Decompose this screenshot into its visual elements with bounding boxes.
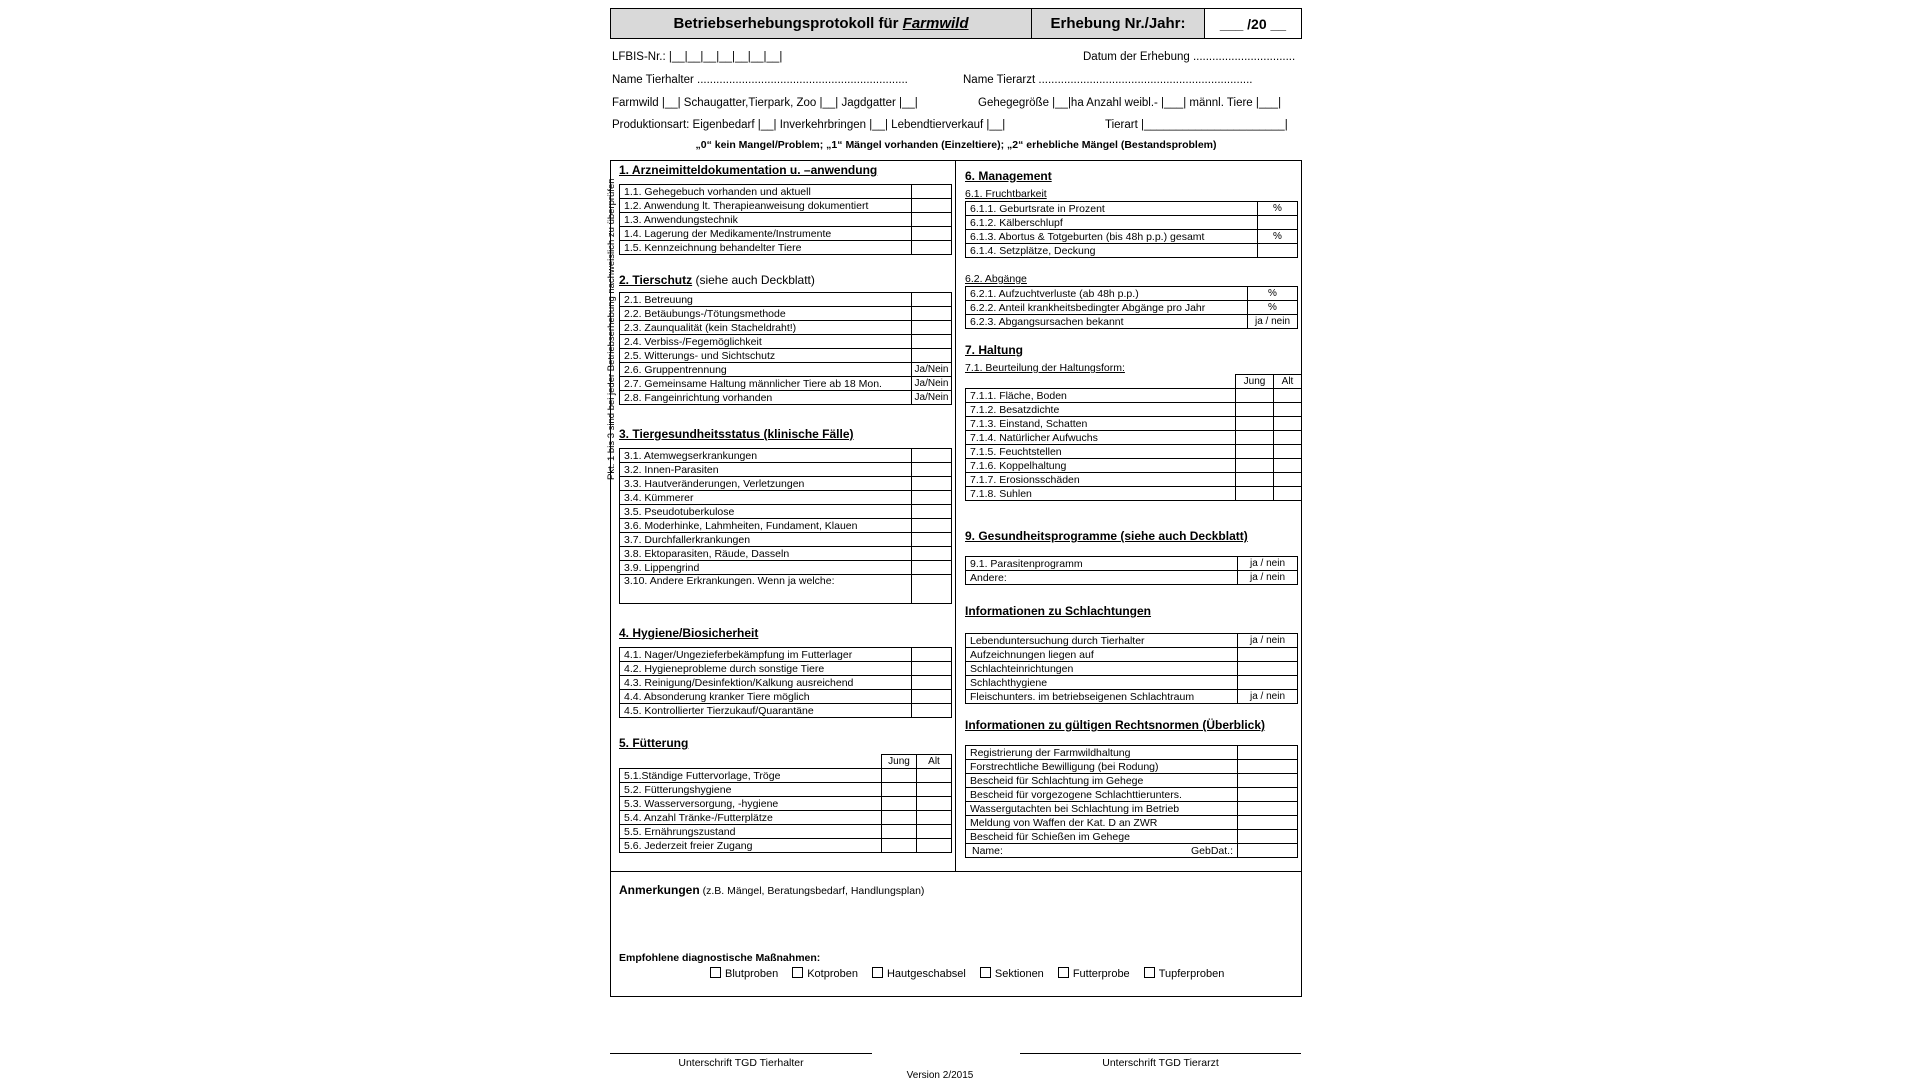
s4-table [619, 647, 952, 718]
diag-option-label: Blutproben [725, 968, 779, 980]
s6-title: 6. Management [965, 169, 1052, 183]
name-gebdat-row [966, 844, 1298, 858]
row-label: 2.3. Zaunqualität (kein Stacheldraht!) [620, 321, 912, 335]
table-row [620, 199, 952, 213]
table-row [620, 185, 952, 199]
s9-title: 9. Gesundheitsprogramme (siehe auch Deckblatt) [965, 529, 1248, 543]
rating-legend: „0“ kein Mangel/Problem; „1“ Mängel vorhanden (Einzeltiere); „2“ erhebliche Mängel (Bestandsproblem) [695, 139, 1217, 151]
diag-option[interactable] [1144, 968, 1225, 980]
table-row [620, 391, 952, 405]
table-row [620, 213, 952, 227]
table-row [966, 760, 1298, 774]
signature-line-right [1020, 1053, 1301, 1054]
gehege-row[interactable]: Gehegegröße |__|ha Anzahl weibl.- |___| männl. Tiere |___| [978, 97, 1282, 109]
row-label: 1.2. Anwendung lt. Therapieanweisung dokumentiert [620, 199, 912, 213]
table-row [966, 445, 1302, 459]
erhebung-value-field[interactable]: ___ /20 __ [1219, 15, 1287, 32]
remarks-divider [610, 871, 1301, 872]
rating-cell[interactable] [1238, 746, 1298, 760]
s7-header-row [966, 375, 1302, 389]
rating-cell-alt[interactable] [1274, 473, 1302, 487]
s9-table [965, 556, 1298, 585]
rating-cell-jung[interactable] [882, 797, 917, 811]
rating-cell-alt[interactable] [1274, 403, 1302, 417]
rating-cell-alt[interactable] [917, 783, 952, 797]
rating-cell[interactable]: ja / nein [1238, 690, 1298, 704]
s4-title: 4. Hygiene/Biosicherheit [619, 626, 759, 640]
row-label: 3.2. Innen-Parasiten [620, 463, 912, 477]
row-label: 7.1.2. Besatzdichte [966, 403, 1236, 417]
diag-option-label: Tupferproben [1158, 968, 1225, 980]
row-label: 4.4. Absonderung kranker Tiere möglich [620, 690, 912, 704]
rating-cell[interactable] [912, 505, 952, 519]
form-header [610, 8, 1302, 39]
table-row [620, 561, 952, 575]
table-row [620, 676, 952, 690]
row-label: 3.4. Kümmerer [620, 491, 912, 505]
table-row [620, 648, 952, 662]
diag-option[interactable] [980, 968, 1044, 980]
rating-cell[interactable]: ja / nein [1248, 315, 1298, 329]
table-row [620, 662, 952, 676]
table-row [620, 769, 952, 783]
table-row [966, 816, 1298, 830]
diag-options [710, 967, 1238, 980]
table-row [966, 389, 1302, 403]
rating-cell-jung[interactable] [1236, 403, 1274, 417]
table-row [966, 557, 1298, 571]
row-label: Schlachteinrichtungen [966, 662, 1238, 676]
table-row [620, 307, 952, 321]
row-label: 7.1.6. Koppelhaltung [966, 459, 1236, 473]
rating-cell[interactable] [912, 547, 952, 561]
row-label: 6.2.2. Anteil krankheitsbedingter Abgänge pro Jahr [966, 301, 1248, 315]
table-row [966, 473, 1302, 487]
checkbox-icon[interactable] [872, 967, 883, 978]
rating-cell[interactable] [912, 575, 952, 604]
rating-cell[interactable] [912, 519, 952, 533]
row-label: 5.1.Ständige Futtervorlage, Tröge [620, 769, 882, 783]
table-row [966, 690, 1298, 704]
table-row [966, 788, 1298, 802]
rating-cell-alt[interactable] [917, 825, 952, 839]
table-row [620, 477, 952, 491]
table-row [966, 830, 1298, 844]
row-label: Forstrechtliche Bewilligung (bei Rodung) [966, 760, 1238, 774]
diag-option-label: Hautgeschabsel [886, 968, 966, 980]
s2-title: 2. Tierschutz (siehe auch Deckblatt) [619, 273, 815, 287]
rating-cell[interactable] [912, 463, 952, 477]
table-row [966, 287, 1298, 301]
row-label: 6.2.3. Abgangsursachen bekannt [966, 315, 1248, 329]
rating-cell[interactable]: ja / nein [1238, 634, 1298, 648]
anmerkungen-title: Anmerkungen (z.B. Mängel, Beratungsbedarf, Handlungsplan) [619, 883, 925, 897]
row-label: 6.1.1. Geburtsrate in Prozent [966, 202, 1258, 216]
table-row [620, 335, 952, 349]
table-row [966, 417, 1302, 431]
table-row [966, 487, 1302, 501]
row-label: 4.2. Hygieneprobleme durch sonstige Tiere [620, 662, 912, 676]
rating-cell[interactable] [912, 561, 952, 575]
rating-cell[interactable] [1238, 648, 1298, 662]
tierart-row[interactable]: Tierart |______________________| [1105, 119, 1288, 131]
row-label: 2.1. Betreuung [620, 293, 912, 307]
diag-title: Empfohlene diagnostische Maßnahmen: [619, 952, 821, 964]
rating-cell[interactable] [1238, 788, 1298, 802]
s1-title: 1. Arzneimitteldokumentation u. –anwendung [619, 163, 878, 177]
diag-option-label: Sektionen [994, 968, 1044, 980]
farmwild-row[interactable]: Farmwild |__| Schaugatter,Tierpark, Zoo |__| Jagdgatter |__| [612, 97, 918, 109]
s3-table [619, 448, 952, 604]
row-label: 3.5. Pseudotuberkulose [620, 505, 912, 519]
rating-cell[interactable] [912, 477, 952, 491]
row-label: 2.4. Verbiss-/Fegemöglichkeit [620, 335, 912, 349]
table-row [966, 459, 1302, 473]
schlacht-title: Informationen zu Schlachtungen [965, 604, 1152, 618]
row-label: 3.3. Hautveränderungen, Verletzungen [620, 477, 912, 491]
table-row [966, 676, 1298, 690]
row-label: Fleischunters. im betriebseigenen Schlachtraum [966, 690, 1238, 704]
s3-title: 3. Tiergesundheitsstatus (klinische Fälle) [619, 427, 854, 441]
rating-cell[interactable] [1238, 662, 1298, 676]
rating-cell-alt[interactable] [1274, 445, 1302, 459]
table-row [966, 774, 1298, 788]
s7-sub: 7.1. Beurteilung der Haltungsform: [965, 362, 1125, 374]
row-label: 7.1.3. Einstand, Schatten [966, 417, 1236, 431]
rating-cell-alt[interactable] [1274, 389, 1302, 403]
rating-cell[interactable] [912, 690, 952, 704]
table-row [966, 403, 1302, 417]
row-label: 2.6. Gruppentrennung [620, 363, 912, 377]
table-row [620, 363, 952, 377]
erhebung-label: Erhebung Nr./Jahr: [1032, 9, 1205, 38]
row-label: 5.3. Wasserversorgung, -hygiene [620, 797, 882, 811]
table-row [620, 519, 952, 533]
table-row [966, 202, 1298, 216]
diag-option[interactable] [792, 968, 858, 980]
rating-cell[interactable] [912, 199, 952, 213]
row-label: 3.1. Atemwegserkrankungen [620, 449, 912, 463]
table-row [620, 449, 952, 463]
schlacht-table [965, 633, 1298, 704]
rating-cell-alt[interactable] [917, 839, 952, 853]
s7-table [965, 374, 1302, 501]
row-label: 7.1.7. Erosionsschäden [966, 473, 1236, 487]
row-label: 4.3. Reinigung/Desinfektion/Kalkung ausreichend [620, 676, 912, 690]
rating-cell[interactable] [912, 533, 952, 547]
signature-line-left [610, 1053, 872, 1054]
rating-cell[interactable] [912, 321, 952, 335]
diag-option[interactable] [710, 968, 778, 980]
table-row [620, 825, 952, 839]
rating-cell[interactable]: Ja/Nein [912, 391, 952, 405]
rating-cell[interactable] [912, 335, 952, 349]
gebdat-value-cell[interactable] [1238, 844, 1298, 858]
row-label: Andere: [966, 571, 1238, 585]
row-label: 2.5. Witterungs- und Sichtschutz [620, 349, 912, 363]
col-jung: Jung [1236, 375, 1274, 389]
row-label: 1.1. Gehegebuch vorhanden und aktuell [620, 185, 912, 199]
rating-cell[interactable] [912, 213, 952, 227]
s6-table-1 [965, 201, 1298, 258]
table-row [620, 321, 952, 335]
tierarzt-field[interactable]: Name Tierarzt ................................................................... [963, 74, 1253, 86]
row-label: 7.1.5. Feuchtstellen [966, 445, 1236, 459]
lfbis-field[interactable]: LFBIS-Nr.: |__|__|__|__|__|__|__| [612, 51, 783, 63]
row-label: Lebenduntersuchung durch Tierhalter [966, 634, 1238, 648]
s1-table [619, 184, 952, 255]
rating-cell[interactable] [1258, 216, 1298, 230]
table-row [966, 301, 1298, 315]
signature-caption-right: Unterschrift TGD Tierarzt [1102, 1057, 1219, 1069]
table-row [620, 377, 952, 391]
rating-cell-jung[interactable] [1236, 445, 1274, 459]
rating-cell-jung[interactable] [1236, 459, 1274, 473]
signature-caption-left: Unterschrift TGD Tierhalter [678, 1057, 804, 1069]
rating-cell-alt[interactable] [917, 797, 952, 811]
rating-cell[interactable] [912, 227, 952, 241]
row-label: 2.7. Gemeinsame Haltung männlicher Tiere ab 18 Mon. [620, 377, 912, 391]
table-row [966, 746, 1298, 760]
row-label: 7.1.8. Suhlen [966, 487, 1236, 501]
rating-cell[interactable] [912, 349, 952, 363]
produktion-row[interactable]: Produktionsart: Eigenbedarf |__| Inverkehrbringen |__| Lebendtierverkauf |__| [612, 119, 1006, 131]
s6-sub2: 6.2. Abgänge [965, 273, 1027, 285]
table-row [620, 811, 952, 825]
table-row [620, 575, 952, 604]
table-row [620, 690, 952, 704]
rating-cell[interactable]: Ja/Nein [912, 377, 952, 391]
checkbox-icon[interactable] [1058, 967, 1069, 978]
s5-header-row [620, 755, 952, 769]
rating-cell-jung[interactable] [882, 825, 917, 839]
row-label: Schlachthygiene [966, 676, 1238, 690]
rating-cell[interactable]: Ja/Nein [912, 363, 952, 377]
table-row [966, 230, 1298, 244]
row-label: 5.6. Jederzeit freier Zugang [620, 839, 882, 853]
table-row [620, 227, 952, 241]
rating-cell-jung[interactable] [1236, 389, 1274, 403]
checkbox-icon[interactable] [1144, 967, 1155, 978]
col-alt: Alt [917, 755, 952, 769]
rating-cell-alt[interactable] [1274, 431, 1302, 445]
rating-cell[interactable]: % [1258, 230, 1298, 244]
rating-cell[interactable] [912, 241, 952, 255]
s7-title: 7. Haltung [965, 343, 1024, 357]
tierhalter-field[interactable]: Name Tierhalter .................................................................. [612, 74, 908, 86]
table-row [620, 797, 952, 811]
rating-cell-jung[interactable] [882, 839, 917, 853]
rating-cell-jung[interactable] [882, 783, 917, 797]
version-label: Version 2/2015 [906, 1070, 974, 1081]
name-gebdat-cell[interactable] [966, 844, 1238, 858]
rating-cell[interactable]: % [1248, 301, 1298, 315]
rating-cell[interactable]: ja / nein [1238, 571, 1298, 585]
rating-cell[interactable]: % [1248, 287, 1298, 301]
table-row [620, 293, 952, 307]
row-label: 5.2. Fütterungshygiene [620, 783, 882, 797]
rating-cell[interactable] [1258, 244, 1298, 258]
table-row [620, 505, 952, 519]
s2-table [619, 292, 952, 405]
s6-sub1: 6.1. Fruchtbarkeit [965, 188, 1047, 200]
rating-cell[interactable] [912, 293, 952, 307]
row-label: 3.8. Ektoparasiten, Räude, Dasseln [620, 547, 912, 561]
table-row [966, 802, 1298, 816]
diag-option-label: Kotproben [807, 968, 858, 980]
rating-cell[interactable] [912, 676, 952, 690]
row-label: Bescheid für Schlachtung im Gehege [966, 774, 1238, 788]
form-title: Betriebserhebungsprotokoll für Farmwild [611, 9, 1032, 38]
row-label: 1.3. Anwendungstechnik [620, 213, 912, 227]
table-row [620, 533, 952, 547]
table-row [620, 241, 952, 255]
rating-cell[interactable] [912, 662, 952, 676]
row-label: Registrierung der Farmwildhaltung [966, 746, 1238, 760]
rating-cell[interactable] [1238, 676, 1298, 690]
table-row [966, 662, 1298, 676]
s5-title: 5. Fütterung [619, 736, 689, 750]
table-row [966, 216, 1298, 230]
s6-table-2 [965, 286, 1298, 329]
row-label: 3.7. Durchfallerkrankungen [620, 533, 912, 547]
row-label: 3.10. Andere Erkrankungen. Wenn ja welche: [620, 575, 912, 604]
rating-cell[interactable] [912, 648, 952, 662]
rating-cell-alt[interactable] [917, 769, 952, 783]
row-label: 4.5. Kontrollierter Tierzukauf/Quarantäne [620, 704, 912, 718]
diag-option[interactable] [1058, 968, 1130, 980]
rating-cell[interactable] [912, 449, 952, 463]
rating-cell-jung[interactable] [882, 769, 917, 783]
table-row [966, 571, 1298, 585]
rating-cell[interactable] [912, 307, 952, 321]
rating-cell-jung[interactable] [1236, 431, 1274, 445]
table-row [966, 634, 1298, 648]
row-label: 4.1. Nager/Ungezieferbekämpfung im Futterlager [620, 648, 912, 662]
col-alt: Alt [1274, 375, 1302, 389]
rating-cell[interactable] [1238, 830, 1298, 844]
recht-title: Informationen zu gültigen Rechtsnormen (Überblick) [965, 718, 1266, 732]
rating-cell[interactable]: % [1258, 202, 1298, 216]
table-row [620, 839, 952, 853]
row-label: 6.1.2. Kälberschlupf [966, 216, 1258, 230]
gebdat-label: GebDat.: [1190, 844, 1233, 857]
row-label: 2.8. Fangeinrichtung vorhanden [620, 391, 912, 405]
rating-cell[interactable] [1238, 760, 1298, 774]
row-label: Meldung von Waffen der Kat. D an ZWR [966, 816, 1238, 830]
row-label: 7.1.1. Fläche, Boden [966, 389, 1236, 403]
rating-cell-jung[interactable] [1236, 417, 1274, 431]
rating-cell[interactable] [1238, 816, 1298, 830]
row-label: 6.2.1. Aufzuchtverluste (ab 48h p.p.) [966, 287, 1248, 301]
datum-field[interactable]: Datum der Erhebung ................................ [1083, 51, 1296, 63]
table-row [620, 349, 952, 363]
recht-table [965, 745, 1298, 858]
row-label: Aufzeichnungen liegen auf [966, 648, 1238, 662]
table-row [620, 463, 952, 477]
table-row [620, 491, 952, 505]
rating-cell[interactable] [912, 491, 952, 505]
table-row [966, 648, 1298, 662]
row-label: 6.1.4. Setzplätze, Deckung [966, 244, 1258, 258]
row-label: 6.1.3. Abortus & Totgeburten (bis 48h p.p.) gesamt [966, 230, 1258, 244]
table-row [966, 315, 1298, 329]
checkbox-icon[interactable] [980, 967, 991, 978]
rating-cell[interactable] [1238, 774, 1298, 788]
table-row [966, 244, 1298, 258]
row-label: 5.5. Ernährungszustand [620, 825, 882, 839]
table-row [620, 783, 952, 797]
name-label: Name: [972, 844, 1003, 857]
rating-cell-jung[interactable] [1236, 473, 1274, 487]
rating-cell-alt[interactable] [1274, 459, 1302, 473]
row-label: 5.4. Anzahl Tränke-/Futterplätze [620, 811, 882, 825]
col-jung: Jung [882, 755, 917, 769]
checkbox-icon[interactable] [710, 967, 721, 978]
rating-cell-jung[interactable] [1236, 487, 1274, 501]
row-label: Bescheid für vorgezogene Schlachttierunters. [966, 788, 1238, 802]
table-row [620, 704, 952, 718]
rating-cell-alt[interactable] [1274, 487, 1302, 501]
column-divider [955, 160, 956, 871]
table-row [620, 547, 952, 561]
rating-cell[interactable] [912, 185, 952, 199]
row-label: 7.1.4. Natürlicher Aufwuchs [966, 431, 1236, 445]
rating-cell[interactable]: ja / nein [1238, 557, 1298, 571]
rating-cell[interactable] [1238, 802, 1298, 816]
row-label: Bescheid für Schießen im Gehege [966, 830, 1238, 844]
row-label: 3.6. Moderhinke, Lahmheiten, Fundament, Klauen [620, 519, 912, 533]
s5-table [619, 754, 952, 853]
rating-cell-alt[interactable] [1274, 417, 1302, 431]
table-row [966, 431, 1302, 445]
row-label: 3.9. Lippengrind [620, 561, 912, 575]
row-label: 1.5. Kennzeichnung behandelter Tiere [620, 241, 912, 255]
row-label: 1.4. Lagerung der Medikamente/Instrumente [620, 227, 912, 241]
rating-cell[interactable] [912, 704, 952, 718]
rating-cell-alt[interactable] [917, 811, 952, 825]
rating-cell-jung[interactable] [882, 811, 917, 825]
diag-option-label: Futterprobe [1072, 968, 1130, 980]
vertical-note: Pkt. 1 bis 3 sind bei jeder Betriebserhebung nachweislich zu überprüfen [606, 178, 617, 480]
diag-option[interactable] [872, 968, 966, 980]
checkbox-icon[interactable] [792, 967, 803, 978]
row-label: Wassergutachten bei Schlachtung im Betrieb [966, 802, 1238, 816]
row-label: 2.2. Betäubungs-/Tötungsmethode [620, 307, 912, 321]
row-label: 9.1. Parasitenprogramm [966, 557, 1238, 571]
